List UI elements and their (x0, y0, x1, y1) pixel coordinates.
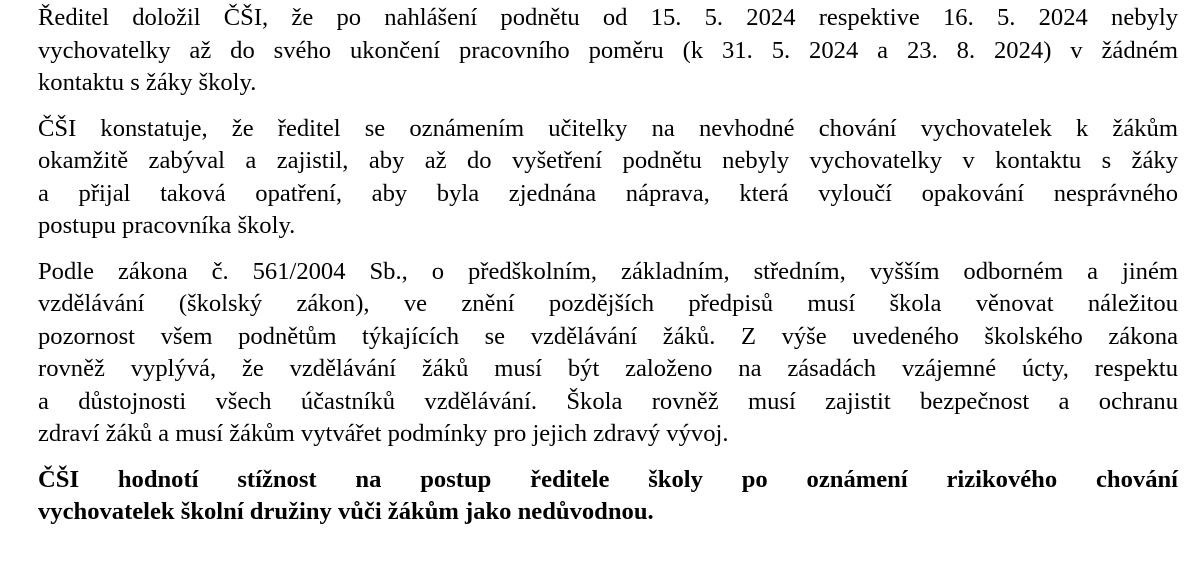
text-line: ČŠI hodnotí stížnost na postup ředitele školy po oznámení rizikového chování (38, 465, 1178, 493)
text-line: ČŠI konstatuje, že ředitel se oznámením učitelky na nevhodné chování vychovatelek k žákům (38, 114, 1178, 142)
text-line: vychovatelky až do svého ukončení pracovního poměru (k 31. 5. 2024 a 23. 8. 2024) v žádném (38, 36, 1178, 64)
text-line: zdraví žáků a musí žákům vytvářet podmínky pro jejich zdravý vývoj. (38, 420, 729, 447)
text-line: vychovatelek školní družiny vůči žákům jako nedůvodnou. (38, 498, 654, 525)
paragraph-school-law (38, 256, 1178, 451)
text-line: okamžitě zabýval a zajistil, aby až do vyšetření podnětu nebyly vychovatelky v kontaktu s žáky (38, 147, 1178, 174)
text-line: Ředitel doložil ČŠI, že po nahlášení podnětu od 15. 5. 2024 respektive 16. 5. 2024 nebyly (38, 4, 1178, 31)
text-line: a přijal taková opatření, aby byla zjednána náprava, která vyloučí opakování nesprávného (38, 179, 1178, 207)
text-line: Podle zákona č. 561/2004 Sb., o předškolním, základním, středním, vyšším odborném a jiném (38, 257, 1178, 285)
text-line: a důstojnosti všech účastníků vzdělávání. Škola rovněž musí zajistit bezpečnost a ochranu (38, 387, 1178, 415)
paragraph-csi-finding (38, 113, 1178, 243)
paragraph-director-statement (38, 2, 1178, 100)
text-line: vzdělávání (školský zákon), ve znění pozdějších předpisů musí škola věnovat náležitou (38, 290, 1178, 317)
text-line: kontaktu s žáky školy. (38, 69, 257, 96)
paragraph-conclusion (38, 464, 1178, 529)
document-page (38, 2, 1178, 529)
text-line: postupu pracovníka školy. (38, 212, 296, 239)
text-line: pozornost všem podnětům týkajících se vzdělávání žáků. Z výše uvedeného školského zákona (38, 322, 1178, 350)
text-line: rovněž vyplývá, že vzdělávání žáků musí být založeno na zásadách vzájemné úcty, respektu (38, 355, 1178, 382)
